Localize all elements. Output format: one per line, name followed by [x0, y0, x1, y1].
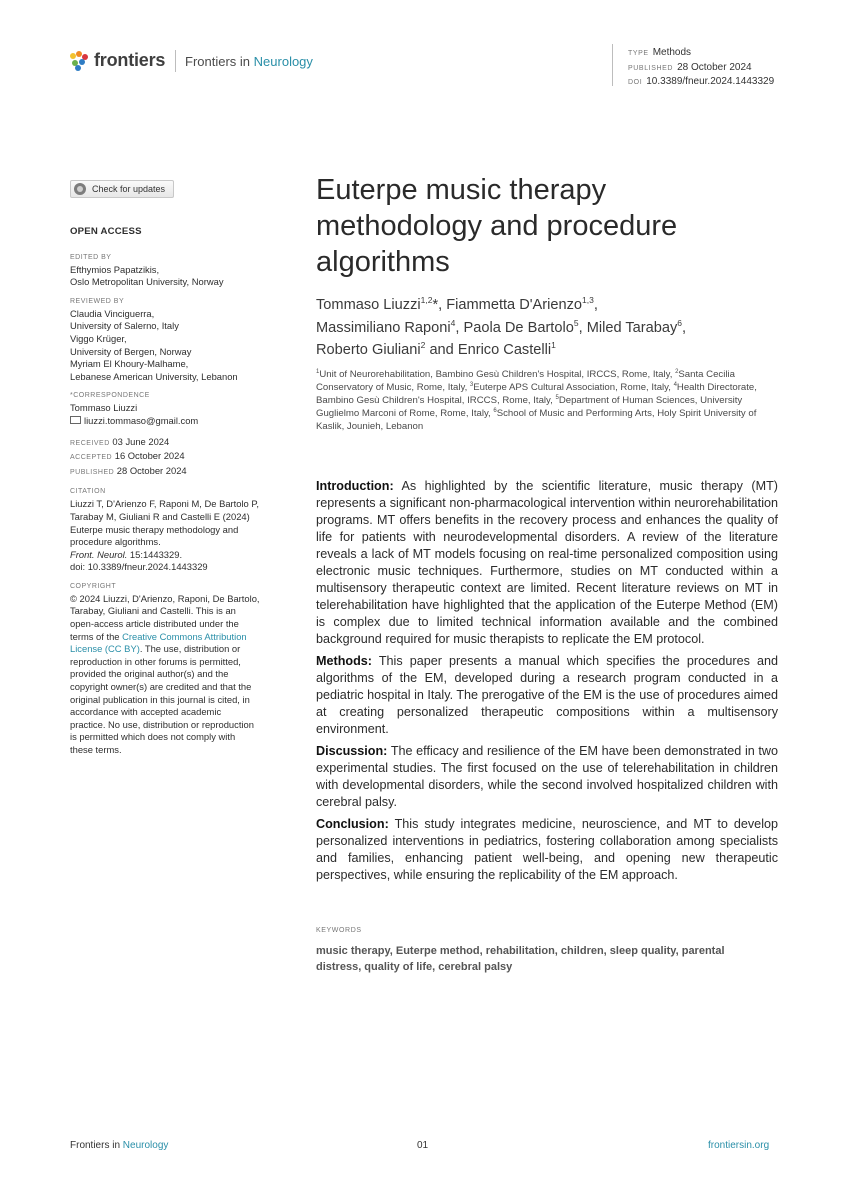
published-date: 28 October 2024 [116, 464, 187, 476]
open-access-label: OPEN ACCESS [70, 226, 142, 237]
abstract-introduction [316, 478, 778, 648]
reviewed-by-label: REVIEWED BY [70, 297, 125, 305]
section-text: This study integrates medicine, neuroscience, and MT to develop personalized interventions in pediatrics, fostering collaboration among specialists and families, enhancing patient well-being, and opening new therapeutic perspectives, while ensuring the replicability of the EM approach. [316, 817, 778, 882]
affiliations [316, 368, 778, 433]
affiliation-number: 1 [316, 368, 320, 375]
section-text: The efficacy and resilience of the EM have been demonstrated in two experimental studies. The first focused on the use of telerehabilitation in children with developmental disorders, while the second involved hospitalized children with cerebral palsy. [316, 744, 778, 809]
journal-title: Neurology [253, 54, 313, 69]
citation-line: procedure algorithms. [70, 536, 161, 548]
reviewer-line: Viggo Krüger, [70, 332, 127, 344]
copyright-label: COPYRIGHT [70, 582, 117, 590]
affiliation-text: Health Directorate, Bambino Gesù Children's Hospital, IRCCS, Rome, Italy, [316, 382, 757, 406]
abstract [316, 478, 778, 889]
reviewer-line: University of Salerno, Italy [70, 320, 179, 332]
copyright-post-link: . The use, distribution or [139, 643, 241, 655]
affiliation-number: 3 [469, 381, 474, 388]
affiliation-text: Euterpe APS Cultural Association, Rome, Italy, [473, 382, 674, 393]
header-divider [175, 50, 176, 72]
meta-divider [612, 44, 613, 86]
author-affiliation-ref: 5 [573, 317, 579, 328]
meta-doi-value[interactable]: 10.3389/fneur.2024.1443329 [646, 76, 775, 87]
affiliation-text: Department of Human Sciences, University Guglielmo Marconi of Rome, Rome, Italy, [316, 395, 743, 419]
page-number: 01 [417, 1140, 429, 1151]
citation-source [70, 549, 285, 562]
meta-type-label: TYPE [628, 50, 649, 57]
affiliation-number: 4 [673, 381, 677, 388]
cc-license-link[interactable]: Creative Commons Attribution [122, 630, 247, 642]
accepted-date: 16 October 2024 [114, 450, 185, 462]
update-icon [74, 183, 86, 195]
edited-by-label: EDITED BY [70, 253, 112, 261]
meta-published-label: PUBLISHED [628, 64, 674, 72]
section-heading: Methods: [316, 654, 372, 668]
cc-license-link-2[interactable]: License (CC BY) [70, 643, 140, 655]
correspondence-email-row[interactable] [70, 415, 285, 428]
abstract-conclusion [316, 816, 778, 884]
section-heading: Discussion: [316, 744, 388, 758]
copyright-line: copyright owner(s) are credited and that the [70, 681, 252, 693]
author-affiliation-ref: 1,2 [420, 295, 433, 306]
keywords: music therapy, Euterpe method, rehabilitation, children, sleep quality, parental distress, quality of life, cerebral palsy [316, 945, 725, 973]
author-name[interactable]: Paola De Bartolo [463, 319, 574, 336]
copyright-line [70, 631, 285, 644]
keywords-label: KEYWORDS [316, 927, 362, 934]
copyright-line: these terms. [70, 744, 122, 755]
section-text: As highlighted by the scientific literature, music therapy (MT) represents a significant non-pharmacological intervention within neurorehabilitation programs. MT offers benefits in the recovery process and enhances the quality of life for patients with neurodevelopmental disorders. A review of the literature reveals a lack of MT models focusing on real-time personalized composition using electronic music techniques. Furthermore, studies on MT conducted within a multisensory therapeutic context are limited. Recent literature reviews on MT in telerehabilitation have highlighted that the application of the Euterpe Method (EM) is complex due to limited technical information available and the combined background required for music therapists to replicate the EM protocol. [316, 479, 778, 646]
author-separator: , [438, 297, 447, 313]
author-affiliation-ref: 6 [677, 317, 683, 328]
author-name[interactable]: Massimiliano Raponi [316, 319, 451, 336]
copyright-line: original publication in this journal is cited, in [70, 693, 250, 705]
footer-journal-prefix: Frontiers in [70, 1140, 121, 1151]
abstract-methods [316, 653, 778, 738]
author-affiliation-ref: 4 [450, 317, 456, 328]
footer-journal-name: Neurology [122, 1140, 169, 1151]
reviewer-line: Lebanese American University, Lebanon [70, 370, 238, 382]
citation-line: Liuzzi T, D'Arienzo F, Raponi M, De Bartolo P, [70, 498, 260, 510]
journal-prefix: Frontiers in [185, 54, 251, 69]
frontiers-logo-icon [70, 51, 90, 71]
copyright-line: open-access article distributed under the [70, 618, 239, 630]
copyright-line: reproduction in other forums is permitted, [70, 655, 241, 667]
reviewer-line: Myriam El Khoury-Malhame, [70, 358, 189, 370]
copyright-line: practice. No use, distribution or reproduction [70, 718, 254, 730]
citation-line: Euterpe music therapy methodology and [70, 523, 239, 535]
copyright-line: © 2024 Liuzzi, D'Arienzo, Raponi, De Bartolo, [70, 592, 260, 604]
citation-line: Tarabay M, Giuliani R and Castelli E (2024) [70, 510, 250, 522]
reviewer-line: Claudia Vinciguerra, [70, 307, 155, 319]
section-heading: Conclusion: [316, 817, 389, 831]
citation-volume: 15:1443329. [127, 548, 183, 560]
section-heading: Introduction: [316, 479, 394, 493]
mail-icon [70, 416, 81, 424]
affiliation-number: 5 [555, 394, 559, 401]
accepted-label: ACCEPTED [70, 454, 113, 462]
affiliation-number: 2 [675, 368, 679, 375]
affiliation-text: Santa Cecilia Conservatory of Music, Rome, Italy, [316, 369, 735, 393]
logo-wordmark: frontiers [94, 50, 166, 70]
author-list [316, 294, 766, 362]
copyright-line: Tarabay, Giuliani and Castelli. This is an [70, 605, 236, 617]
abstract-discussion [316, 743, 778, 811]
frontiers-logo[interactable] [70, 50, 165, 71]
footer-journal[interactable] [70, 1140, 168, 1151]
author-name[interactable]: Roberto Giuliani [316, 342, 421, 358]
citation-doi[interactable]: doi: 10.3389/fneur.2024.1443329 [70, 561, 208, 573]
affiliation-text: Unit of Neurorehabilitation, Bambino Gesù Children's Hospital, IRCCS, Rome, Italy, [319, 369, 676, 380]
received-date: 03 June 2024 [112, 435, 170, 447]
affiliation-text: School of Music and Performing Arts, Holy Spirit University of Kaslik, Jounieh, Lebanon [316, 408, 757, 432]
copyright-line: accordance with accepted academic [70, 706, 222, 718]
check-for-updates-label: Check for updates [92, 184, 166, 194]
citation-label: CITATION [70, 488, 106, 496]
author-affiliation-ref: 1 [551, 340, 556, 351]
meta-doi-label: DOI [628, 79, 643, 86]
footer-site-link[interactable]: frontiersin.org [708, 1140, 770, 1151]
journal-name[interactable] [185, 54, 313, 69]
received-label: RECEIVED [70, 439, 110, 447]
correspondence-label: *CORRESPONDENCE [70, 392, 150, 400]
affiliation-number: 6 [493, 407, 497, 414]
editor-name: Efthymios Papatzikis, [70, 263, 160, 275]
sidebar-info [70, 226, 285, 757]
author-name[interactable]: Enrico Castelli [457, 342, 552, 358]
author-name[interactable]: Tommaso Liuzzi [316, 297, 421, 313]
meta-published-value: 28 October 2024 [677, 61, 752, 73]
citation-journal: Front. Neurol. [70, 548, 128, 560]
author-name[interactable]: Miled Tarabay [586, 319, 678, 336]
article-title: Euterpe music therapy methodology and procedure algorithms [316, 174, 678, 278]
dates-block [70, 436, 285, 480]
article-meta [628, 46, 774, 90]
check-for-updates-button[interactable] [70, 180, 174, 198]
published-label: PUBLISHED [70, 468, 115, 476]
author-separator: , [682, 319, 687, 336]
author-affiliation-ref: 2 [420, 340, 426, 351]
author-separator: , [578, 319, 587, 336]
author-separator: and [425, 342, 458, 358]
copyright-line: provided the original author(s) and the [70, 668, 229, 680]
correspondence-name: Tommaso Liuzzi [70, 402, 138, 414]
editor-affiliation: Oslo Metropolitan University, Norway [70, 276, 224, 288]
reviewer-line: University of Bergen, Norway [70, 345, 192, 357]
meta-type-value: Methods [652, 47, 692, 58]
copyright-line: is permitted which does not comply with [70, 731, 236, 743]
section-text: This paper presents a manual which specifies the procedures and algorithms of the EM, developed during a research program conducted in a pediatric hospital in Italy. The prerogative of the EM is the use of procedures aimed at creating personalized therapeutic compositions within a multisensory environment. [316, 654, 778, 736]
author-separator: , [455, 319, 464, 336]
correspondence-email[interactable]: liuzzi.tommaso@gmail.com [84, 414, 199, 426]
author-separator: , [593, 297, 598, 313]
author-affiliation-ref: 1,3 [582, 295, 594, 306]
author-name[interactable]: Fiammetta D'Arienzo [446, 297, 583, 313]
copyright-pre-link: terms of the [70, 630, 123, 642]
corresponding-mark: * [432, 297, 439, 313]
copyright-line [70, 643, 285, 656]
